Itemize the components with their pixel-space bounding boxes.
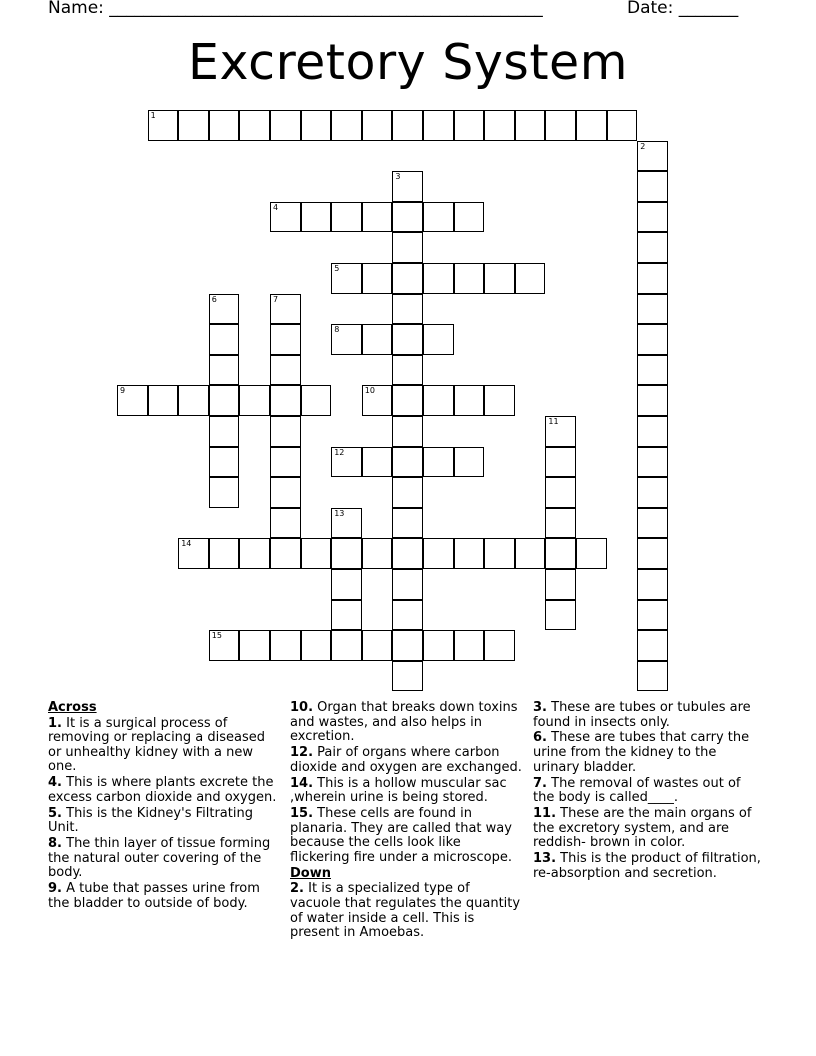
crossword-cell[interactable] xyxy=(331,110,362,141)
clue-down-2 xyxy=(290,882,522,940)
crossword-cell[interactable] xyxy=(270,324,301,355)
crossword-cell[interactable] xyxy=(545,600,576,631)
crossword-cell[interactable] xyxy=(270,385,301,416)
crossword-cell[interactable] xyxy=(270,447,301,478)
crossword-cell[interactable] xyxy=(637,447,668,478)
crossword-cell[interactable] xyxy=(392,477,423,508)
clue-number: 3. xyxy=(533,700,547,715)
crossword-cell[interactable] xyxy=(270,477,301,508)
crossword-cell[interactable] xyxy=(637,232,668,263)
crossword-cell[interactable] xyxy=(239,110,270,141)
clue-number: 1. xyxy=(48,715,62,731)
clue-text: These cells are found in planaria. They are called that way because the cells look like flickering fire under a microscope. xyxy=(290,806,512,865)
cell-number: 1 xyxy=(150,111,156,120)
clue-text: This is the product of filtration, re-absorption and secretion. xyxy=(533,851,761,881)
cell-number: 14 xyxy=(181,539,192,549)
clue-text: It is a surgical process of removing or replacing a diseased or unhealthy kidney with a new one. xyxy=(48,715,266,775)
crossword-cell[interactable] xyxy=(576,110,607,141)
crossword-cell[interactable] xyxy=(484,385,515,416)
crossword-cell[interactable] xyxy=(392,416,423,447)
crossword-cell[interactable] xyxy=(209,324,240,355)
clue-number: 4. xyxy=(48,775,62,791)
clue-down-7 xyxy=(533,777,765,806)
crossword-cell[interactable] xyxy=(331,263,362,294)
crossword-cell[interactable] xyxy=(362,538,393,569)
clue-down-3 xyxy=(533,701,765,730)
clue-text: The removal of wastes out of the body is called____. xyxy=(533,775,741,806)
crossword-cell[interactable] xyxy=(209,538,240,569)
crossword-cell[interactable] xyxy=(331,600,362,631)
crossword-cell[interactable] xyxy=(270,538,301,569)
cell-number: 5 xyxy=(334,264,340,273)
crossword-cell[interactable] xyxy=(515,263,546,294)
clue-number: 6. xyxy=(533,730,547,746)
crossword-cell[interactable] xyxy=(209,630,240,661)
cell-number: 12 xyxy=(334,447,345,457)
crossword-cell[interactable] xyxy=(637,600,668,631)
crossword-cell[interactable] xyxy=(239,385,270,416)
crossword-cell[interactable] xyxy=(392,202,423,233)
cell-number: 8 xyxy=(334,325,340,335)
crossword-cell[interactable] xyxy=(209,447,240,478)
clue-number: 11. xyxy=(533,806,557,822)
clue-number: 7. xyxy=(533,775,547,791)
clue-text: It is a specialized type of vacuole that regulates the quantity of water inside a cell. This is present in Amoebas. xyxy=(290,881,521,941)
crossword-cell[interactable] xyxy=(209,355,240,386)
crossword-cell[interactable] xyxy=(239,630,270,661)
crossword-cell[interactable] xyxy=(484,263,515,294)
crossword-cell[interactable] xyxy=(239,538,270,569)
clue-text: These are the main organs of the excretory system, and are reddish- brown in color. xyxy=(533,806,752,851)
crossword-cell[interactable] xyxy=(392,294,423,325)
crossword-cell[interactable] xyxy=(362,110,393,141)
crossword-cell[interactable] xyxy=(392,355,423,386)
crossword-cell[interactable] xyxy=(423,324,454,355)
crossword-cell[interactable] xyxy=(392,263,423,294)
crossword-cell[interactable] xyxy=(301,110,332,141)
cell-number: 11 xyxy=(548,417,559,426)
crossword-cell[interactable] xyxy=(454,110,485,141)
crossword-cell[interactable] xyxy=(270,202,301,233)
across-heading: Across xyxy=(48,700,97,715)
crossword-cell[interactable] xyxy=(423,385,454,416)
clue-text: This is a hollow muscular sac ,wherein urine is being stored. xyxy=(290,775,507,806)
crossword-cell[interactable] xyxy=(454,630,485,661)
clue-column-2 xyxy=(290,701,522,942)
crossword-cell[interactable] xyxy=(209,477,240,508)
clue-down-13 xyxy=(533,852,765,881)
crossword-cell[interactable] xyxy=(545,416,576,447)
crossword-cell[interactable] xyxy=(331,569,362,600)
crossword-cell[interactable] xyxy=(607,110,638,141)
crossword-cell[interactable] xyxy=(148,385,179,416)
crossword-cell[interactable] xyxy=(331,538,362,569)
crossword-cell[interactable] xyxy=(423,630,454,661)
crossword-cell[interactable] xyxy=(392,600,423,631)
crossword-cell[interactable] xyxy=(484,110,515,141)
clue-across-4 xyxy=(48,776,280,805)
crossword-cell[interactable] xyxy=(362,385,393,416)
crossword-cell[interactable] xyxy=(545,508,576,539)
crossword-cell[interactable] xyxy=(637,538,668,569)
crossword-cell[interactable] xyxy=(637,263,668,294)
clue-text: A tube that passes urine from the bladder to outside of body. xyxy=(48,881,260,911)
down-heading: Down xyxy=(290,865,331,881)
crossword-cell[interactable] xyxy=(392,385,423,416)
crossword-cell[interactable] xyxy=(392,110,423,141)
crossword-cell[interactable] xyxy=(392,508,423,539)
crossword-cell[interactable] xyxy=(392,538,423,569)
crossword-cell[interactable] xyxy=(545,477,576,508)
crossword-cell[interactable] xyxy=(637,141,668,172)
crossword-cell[interactable] xyxy=(392,661,423,692)
cell-number: 9 xyxy=(120,386,126,396)
crossword-cell[interactable] xyxy=(637,324,668,355)
crossword-cell[interactable] xyxy=(178,538,209,569)
cell-number: 10 xyxy=(364,386,375,396)
crossword-cell[interactable] xyxy=(392,232,423,263)
crossword-cell[interactable] xyxy=(454,447,485,478)
crossword-cell[interactable] xyxy=(331,508,362,539)
clue-text: Organ that breaks down toxins and wastes, and also helps in excretion. xyxy=(290,700,518,745)
crossword-cell[interactable] xyxy=(362,324,393,355)
crossword-cell[interactable] xyxy=(637,355,668,386)
crossword-cell[interactable] xyxy=(515,538,546,569)
crossword-cell[interactable] xyxy=(117,385,148,416)
crossword-cell[interactable] xyxy=(637,661,668,692)
crossword-cell[interactable] xyxy=(423,538,454,569)
crossword-cell[interactable] xyxy=(515,110,546,141)
crossword-cell[interactable] xyxy=(454,538,485,569)
crossword-cell[interactable] xyxy=(392,324,423,355)
crossword-cell[interactable] xyxy=(362,447,393,478)
crossword-cell[interactable] xyxy=(270,416,301,447)
crossword-cell[interactable] xyxy=(545,569,576,600)
crossword-cell[interactable] xyxy=(270,294,301,325)
crossword-cell[interactable] xyxy=(637,569,668,600)
crossword-cell[interactable] xyxy=(362,202,393,233)
clue-column-1 xyxy=(48,701,280,913)
crossword-cell[interactable] xyxy=(270,630,301,661)
crossword-cell[interactable] xyxy=(637,508,668,539)
clue-number: 2. xyxy=(290,881,304,897)
crossword-cell[interactable] xyxy=(545,538,576,569)
crossword-cell[interactable] xyxy=(454,263,485,294)
clue-number: 10. xyxy=(290,700,314,715)
clue-number: 14. xyxy=(290,775,314,791)
clue-across-10 xyxy=(290,701,522,745)
crossword-cell[interactable] xyxy=(331,202,362,233)
clue-text: This is where plants excrete the excess carbon dioxide and oxygen. xyxy=(48,775,277,805)
crossword-cell[interactable] xyxy=(301,630,332,661)
crossword-cell[interactable] xyxy=(454,385,485,416)
crossword-cell[interactable] xyxy=(454,202,485,233)
clue-across-12 xyxy=(290,746,522,775)
crossword-cell[interactable] xyxy=(392,569,423,600)
crossword-cell[interactable] xyxy=(576,538,607,569)
crossword-cell[interactable] xyxy=(331,324,362,355)
name-field[interactable]: Name: ___________________________________________________ xyxy=(48,0,543,18)
cell-number: 3 xyxy=(395,172,401,182)
crossword-cell[interactable] xyxy=(331,630,362,661)
crossword-cell[interactable] xyxy=(637,630,668,661)
crossword-cell[interactable] xyxy=(362,263,393,294)
clue-across-15 xyxy=(290,807,522,865)
crossword-cell[interactable] xyxy=(270,508,301,539)
crossword-cell[interactable] xyxy=(209,110,240,141)
cell-number: 6 xyxy=(211,294,217,304)
cell-number: 15 xyxy=(211,631,222,641)
crossword-cell[interactable] xyxy=(637,202,668,233)
crossword-cell[interactable] xyxy=(301,385,332,416)
crossword-cell[interactable] xyxy=(362,630,393,661)
cell-number: 2 xyxy=(640,141,646,151)
crossword-cell[interactable] xyxy=(392,630,423,661)
cell-number: 13 xyxy=(334,508,345,518)
clue-across-9 xyxy=(48,882,280,911)
crossword-cell[interactable] xyxy=(209,416,240,447)
crossword-cell[interactable] xyxy=(637,416,668,447)
crossword-cell[interactable] xyxy=(209,385,240,416)
crossword-cell[interactable] xyxy=(484,630,515,661)
crossword-cell[interactable] xyxy=(423,110,454,141)
crossword-cell[interactable] xyxy=(331,447,362,478)
date-field[interactable]: Date: _______ xyxy=(627,0,739,18)
clue-number: 9. xyxy=(48,881,62,897)
clue-text: The thin layer of tissue forming the natural outer covering of the body. xyxy=(48,836,271,881)
clue-down-6 xyxy=(533,731,765,775)
cell-number: 7 xyxy=(273,294,279,304)
crossword-cell[interactable] xyxy=(301,538,332,569)
clue-text: This is the Kidney's Filtrating Unit. xyxy=(48,805,253,836)
crossword-cell[interactable] xyxy=(545,110,576,141)
clue-across-1 xyxy=(48,717,280,775)
crossword-cell[interactable] xyxy=(423,447,454,478)
crossword-cell[interactable] xyxy=(423,263,454,294)
crossword-cell[interactable] xyxy=(270,355,301,386)
clue-number: 5. xyxy=(48,805,62,821)
crossword-cell[interactable] xyxy=(484,538,515,569)
crossword-cell[interactable] xyxy=(392,171,423,202)
crossword-cell[interactable] xyxy=(423,202,454,233)
clue-number: 15. xyxy=(290,806,314,822)
clue-text: These are tubes that carry the urine from the kidney to the urinary bladder. xyxy=(533,730,750,775)
clue-number: 12. xyxy=(290,745,314,761)
crossword-cell[interactable] xyxy=(545,447,576,478)
crossword-cell[interactable] xyxy=(270,110,301,141)
crossword-cell[interactable] xyxy=(148,110,179,141)
clue-number: 8. xyxy=(48,836,62,852)
clue-number: 13. xyxy=(533,851,557,867)
clue-text: These are tubes or tubules are found in insects only. xyxy=(533,700,751,730)
clue-across-5 xyxy=(48,807,280,836)
crossword-cell[interactable] xyxy=(301,202,332,233)
crossword-cell[interactable] xyxy=(637,294,668,325)
crossword-cell[interactable] xyxy=(209,294,240,325)
clue-across-14 xyxy=(290,777,522,806)
clue-column-3 xyxy=(533,701,765,883)
clue-down-11 xyxy=(533,807,765,851)
crossword-cell[interactable] xyxy=(178,110,209,141)
clue-across-8 xyxy=(48,837,280,881)
crossword-cell[interactable] xyxy=(637,171,668,202)
cell-number: 4 xyxy=(273,202,279,212)
crossword-cell[interactable] xyxy=(637,385,668,416)
crossword-cell[interactable] xyxy=(392,447,423,478)
crossword-cell[interactable] xyxy=(637,477,668,508)
clue-text: Pair of organs where carbon dioxide and oxygen are exchanged. xyxy=(290,745,522,775)
page-title: Excretory System xyxy=(188,34,628,91)
crossword-cell[interactable] xyxy=(178,385,209,416)
